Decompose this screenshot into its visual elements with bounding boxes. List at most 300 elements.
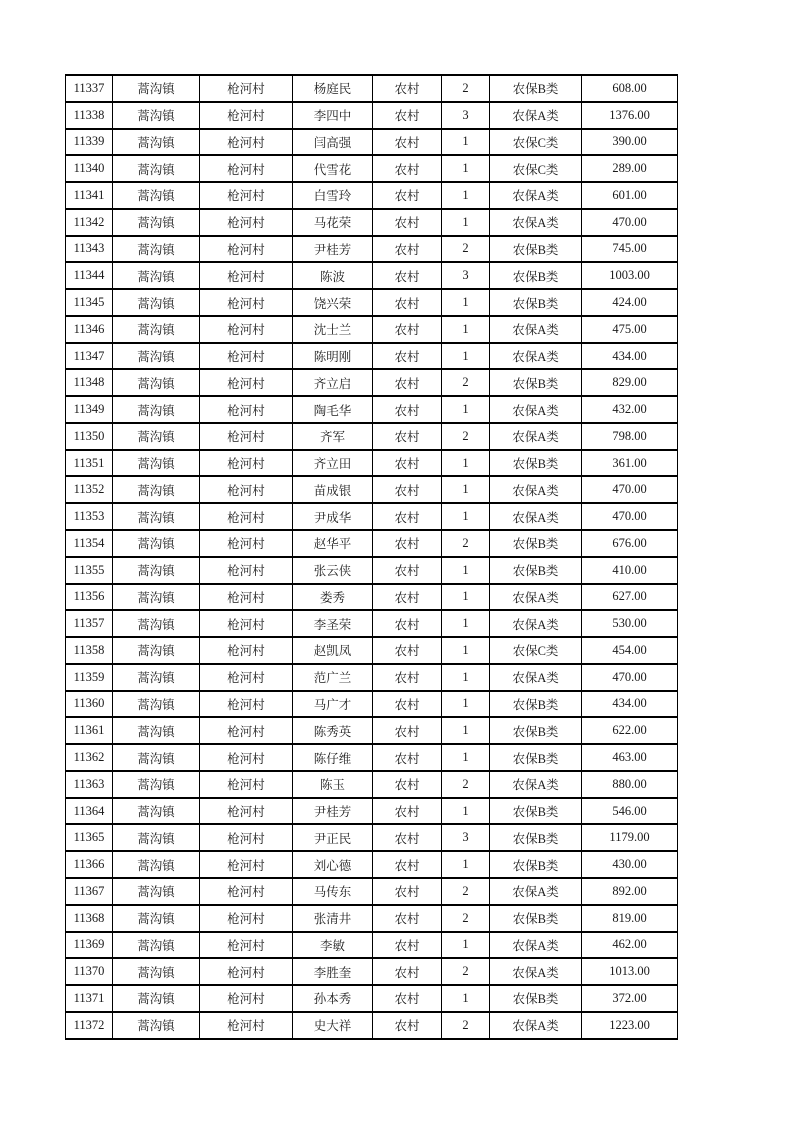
cell-insurance-class: 农保B类 <box>490 824 582 851</box>
cell-amount: 430.00 <box>582 851 678 878</box>
cell-insurance-class: 农保B类 <box>490 985 582 1012</box>
cell-town: 蒿沟镇 <box>113 369 200 396</box>
table-row <box>66 450 678 477</box>
cell-person-count: 1 <box>442 637 490 664</box>
cell-town: 蒿沟镇 <box>113 503 200 530</box>
cell-person-name: 陶毛华 <box>293 396 373 423</box>
cell-town: 蒿沟镇 <box>113 476 200 503</box>
cell-person-name: 马传东 <box>293 878 373 905</box>
cell-category: 农村 <box>373 503 442 530</box>
cell-village: 枪河村 <box>200 396 293 423</box>
cell-insurance-class: 农保B类 <box>490 717 582 744</box>
cell-insurance-class: 农保C类 <box>490 155 582 182</box>
cell-person-count: 1 <box>442 316 490 343</box>
cell-village: 枪河村 <box>200 423 293 450</box>
cell-person-count: 1 <box>442 289 490 316</box>
cell-insurance-class: 农保C类 <box>490 637 582 664</box>
cell-person-count: 1 <box>442 851 490 878</box>
cell-village: 枪河村 <box>200 102 293 129</box>
cell-village: 枪河村 <box>200 262 293 289</box>
cell-person-count: 1 <box>442 343 490 370</box>
cell-person-name: 齐立田 <box>293 450 373 477</box>
table-row <box>66 236 678 263</box>
table-row <box>66 530 678 557</box>
cell-amount: 361.00 <box>582 450 678 477</box>
cell-amount: 410.00 <box>582 557 678 584</box>
cell-category: 农村 <box>373 878 442 905</box>
cell-category: 农村 <box>373 343 442 370</box>
cell-amount: 1003.00 <box>582 262 678 289</box>
cell-town: 蒿沟镇 <box>113 1012 200 1039</box>
cell-person-name: 赵凯凤 <box>293 637 373 664</box>
cell-amount: 1223.00 <box>582 1012 678 1039</box>
cell-amount: 546.00 <box>582 798 678 825</box>
cell-town: 蒿沟镇 <box>113 610 200 637</box>
cell-insurance-class: 农保B类 <box>490 369 582 396</box>
table-row <box>66 316 678 343</box>
cell-person-name: 孙本秀 <box>293 985 373 1012</box>
cell-category: 农村 <box>373 557 442 584</box>
cell-insurance-class: 农保A类 <box>490 878 582 905</box>
cell-person-count: 1 <box>442 129 490 156</box>
cell-serial-number: 11363 <box>66 771 113 798</box>
cell-amount: 462.00 <box>582 932 678 959</box>
cell-person-name: 陈玉 <box>293 771 373 798</box>
cell-amount: 390.00 <box>582 129 678 156</box>
cell-town: 蒿沟镇 <box>113 932 200 959</box>
cell-person-count: 2 <box>442 236 490 263</box>
cell-person-count: 2 <box>442 905 490 932</box>
table-row <box>66 851 678 878</box>
cell-village: 枪河村 <box>200 1012 293 1039</box>
cell-village: 枪河村 <box>200 155 293 182</box>
cell-person-count: 1 <box>442 691 490 718</box>
cell-town: 蒿沟镇 <box>113 396 200 423</box>
cell-amount: 622.00 <box>582 717 678 744</box>
cell-insurance-class: 农保B类 <box>490 691 582 718</box>
cell-person-count: 3 <box>442 824 490 851</box>
cell-serial-number: 11368 <box>66 905 113 932</box>
cell-serial-number: 11366 <box>66 851 113 878</box>
cell-serial-number: 11354 <box>66 530 113 557</box>
table-row <box>66 369 678 396</box>
cell-amount: 798.00 <box>582 423 678 450</box>
table-row <box>66 584 678 611</box>
table-row <box>66 664 678 691</box>
cell-village: 枪河村 <box>200 503 293 530</box>
table-body <box>66 75 678 1039</box>
cell-insurance-class: 农保B类 <box>490 75 582 102</box>
cell-person-count: 2 <box>442 771 490 798</box>
cell-insurance-class: 农保A类 <box>490 476 582 503</box>
cell-person-name: 陈明刚 <box>293 343 373 370</box>
cell-person-count: 1 <box>442 396 490 423</box>
cell-village: 枪河村 <box>200 316 293 343</box>
cell-insurance-class: 农保B类 <box>490 744 582 771</box>
table-row <box>66 985 678 1012</box>
cell-category: 农村 <box>373 129 442 156</box>
cell-village: 枪河村 <box>200 236 293 263</box>
cell-village: 枪河村 <box>200 584 293 611</box>
cell-person-count: 2 <box>442 530 490 557</box>
table-row <box>66 503 678 530</box>
cell-amount: 454.00 <box>582 637 678 664</box>
cell-amount: 627.00 <box>582 584 678 611</box>
cell-category: 农村 <box>373 155 442 182</box>
cell-town: 蒿沟镇 <box>113 691 200 718</box>
table-row <box>66 637 678 664</box>
cell-town: 蒿沟镇 <box>113 878 200 905</box>
cell-village: 枪河村 <box>200 744 293 771</box>
cell-person-count: 3 <box>442 262 490 289</box>
table-row <box>66 610 678 637</box>
cell-town: 蒿沟镇 <box>113 744 200 771</box>
cell-serial-number: 11370 <box>66 958 113 985</box>
cell-amount: 470.00 <box>582 664 678 691</box>
cell-village: 枪河村 <box>200 557 293 584</box>
cell-serial-number: 11358 <box>66 637 113 664</box>
cell-person-name: 史大祥 <box>293 1012 373 1039</box>
cell-insurance-class: 农保A类 <box>490 664 582 691</box>
cell-category: 农村 <box>373 932 442 959</box>
cell-town: 蒿沟镇 <box>113 236 200 263</box>
cell-amount: 608.00 <box>582 75 678 102</box>
cell-person-name: 陈秀英 <box>293 717 373 744</box>
cell-person-count: 1 <box>442 450 490 477</box>
cell-person-name: 饶兴荣 <box>293 289 373 316</box>
cell-category: 农村 <box>373 958 442 985</box>
cell-category: 农村 <box>373 771 442 798</box>
cell-insurance-class: 农保C类 <box>490 129 582 156</box>
cell-person-count: 1 <box>442 932 490 959</box>
cell-serial-number: 11346 <box>66 316 113 343</box>
cell-amount: 530.00 <box>582 610 678 637</box>
table-row <box>66 932 678 959</box>
cell-town: 蒿沟镇 <box>113 985 200 1012</box>
cell-person-name: 苗成银 <box>293 476 373 503</box>
cell-town: 蒿沟镇 <box>113 450 200 477</box>
cell-village: 枪河村 <box>200 664 293 691</box>
cell-serial-number: 11352 <box>66 476 113 503</box>
cell-person-count: 3 <box>442 102 490 129</box>
cell-amount: 470.00 <box>582 209 678 236</box>
cell-village: 枪河村 <box>200 75 293 102</box>
cell-person-name: 刘心德 <box>293 851 373 878</box>
cell-insurance-class: 农保A类 <box>490 610 582 637</box>
cell-serial-number: 11351 <box>66 450 113 477</box>
cell-village: 枪河村 <box>200 450 293 477</box>
cell-insurance-class: 农保A类 <box>490 102 582 129</box>
cell-insurance-class: 农保B类 <box>490 851 582 878</box>
cell-serial-number: 11361 <box>66 717 113 744</box>
cell-village: 枪河村 <box>200 798 293 825</box>
cell-serial-number: 11359 <box>66 664 113 691</box>
cell-serial-number: 11360 <box>66 691 113 718</box>
cell-town: 蒿沟镇 <box>113 557 200 584</box>
cell-amount: 289.00 <box>582 155 678 182</box>
cell-person-name: 李敏 <box>293 932 373 959</box>
cell-person-count: 1 <box>442 476 490 503</box>
cell-amount: 475.00 <box>582 316 678 343</box>
cell-village: 枪河村 <box>200 530 293 557</box>
cell-serial-number: 11372 <box>66 1012 113 1039</box>
table-row <box>66 905 678 932</box>
cell-category: 农村 <box>373 905 442 932</box>
cell-serial-number: 11356 <box>66 584 113 611</box>
cell-insurance-class: 农保A类 <box>490 932 582 959</box>
cell-serial-number: 11349 <box>66 396 113 423</box>
cell-village: 枪河村 <box>200 129 293 156</box>
cell-insurance-class: 农保B类 <box>490 530 582 557</box>
cell-person-count: 1 <box>442 209 490 236</box>
table-row <box>66 396 678 423</box>
cell-insurance-class: 农保A类 <box>490 343 582 370</box>
cell-person-name: 陈仔维 <box>293 744 373 771</box>
table-row <box>66 289 678 316</box>
cell-category: 农村 <box>373 744 442 771</box>
cell-person-name: 齐军 <box>293 423 373 450</box>
cell-village: 枪河村 <box>200 717 293 744</box>
cell-town: 蒿沟镇 <box>113 343 200 370</box>
cell-person-count: 1 <box>442 798 490 825</box>
cell-category: 农村 <box>373 985 442 1012</box>
cell-insurance-class: 农保B类 <box>490 557 582 584</box>
cell-serial-number: 11369 <box>66 932 113 959</box>
cell-insurance-class: 农保A类 <box>490 958 582 985</box>
cell-town: 蒿沟镇 <box>113 316 200 343</box>
cell-village: 枪河村 <box>200 343 293 370</box>
cell-village: 枪河村 <box>200 824 293 851</box>
cell-amount: 601.00 <box>582 182 678 209</box>
cell-amount: 470.00 <box>582 503 678 530</box>
cell-insurance-class: 农保A类 <box>490 1012 582 1039</box>
cell-insurance-class: 农保B类 <box>490 450 582 477</box>
cell-person-name: 陈波 <box>293 262 373 289</box>
cell-person-name: 李圣荣 <box>293 610 373 637</box>
cell-serial-number: 11343 <box>66 236 113 263</box>
cell-town: 蒿沟镇 <box>113 182 200 209</box>
cell-serial-number: 11357 <box>66 610 113 637</box>
cell-serial-number: 11364 <box>66 798 113 825</box>
cell-town: 蒿沟镇 <box>113 664 200 691</box>
cell-category: 农村 <box>373 476 442 503</box>
cell-insurance-class: 农保B类 <box>490 798 582 825</box>
cell-serial-number: 11337 <box>66 75 113 102</box>
cell-village: 枪河村 <box>200 369 293 396</box>
cell-person-name: 沈士兰 <box>293 316 373 343</box>
cell-category: 农村 <box>373 396 442 423</box>
cell-serial-number: 11344 <box>66 262 113 289</box>
cell-person-count: 2 <box>442 75 490 102</box>
cell-serial-number: 11367 <box>66 878 113 905</box>
cell-person-count: 1 <box>442 155 490 182</box>
table-row <box>66 798 678 825</box>
cell-town: 蒿沟镇 <box>113 824 200 851</box>
cell-village: 枪河村 <box>200 878 293 905</box>
cell-town: 蒿沟镇 <box>113 155 200 182</box>
cell-category: 农村 <box>373 851 442 878</box>
cell-person-count: 1 <box>442 985 490 1012</box>
cell-amount: 424.00 <box>582 289 678 316</box>
cell-town: 蒿沟镇 <box>113 75 200 102</box>
cell-person-name: 白雪玲 <box>293 182 373 209</box>
cell-person-name: 李胜奎 <box>293 958 373 985</box>
cell-person-name: 赵华平 <box>293 530 373 557</box>
cell-person-count: 2 <box>442 423 490 450</box>
cell-insurance-class: 农保B类 <box>490 236 582 263</box>
cell-person-name: 马广才 <box>293 691 373 718</box>
table-row <box>66 958 678 985</box>
cell-serial-number: 11362 <box>66 744 113 771</box>
cell-amount: 372.00 <box>582 985 678 1012</box>
cell-town: 蒿沟镇 <box>113 851 200 878</box>
cell-category: 农村 <box>373 450 442 477</box>
cell-town: 蒿沟镇 <box>113 129 200 156</box>
table-row <box>66 691 678 718</box>
cell-serial-number: 11341 <box>66 182 113 209</box>
cell-town: 蒿沟镇 <box>113 209 200 236</box>
cell-person-name: 代雪花 <box>293 155 373 182</box>
cell-insurance-class: 农保A类 <box>490 584 582 611</box>
table-row <box>66 557 678 584</box>
cell-person-count: 1 <box>442 664 490 691</box>
payment-table <box>65 74 678 1040</box>
table-row <box>66 717 678 744</box>
cell-insurance-class: 农保A类 <box>490 396 582 423</box>
cell-amount: 880.00 <box>582 771 678 798</box>
cell-village: 枪河村 <box>200 691 293 718</box>
cell-amount: 1013.00 <box>582 958 678 985</box>
cell-amount: 1179.00 <box>582 824 678 851</box>
cell-amount: 470.00 <box>582 476 678 503</box>
cell-serial-number: 11340 <box>66 155 113 182</box>
table-row <box>66 75 678 102</box>
table-row <box>66 129 678 156</box>
cell-insurance-class: 农保B类 <box>490 905 582 932</box>
cell-category: 农村 <box>373 584 442 611</box>
cell-serial-number: 11347 <box>66 343 113 370</box>
cell-person-count: 2 <box>442 878 490 905</box>
table-row <box>66 102 678 129</box>
cell-town: 蒿沟镇 <box>113 584 200 611</box>
cell-person-count: 1 <box>442 584 490 611</box>
cell-category: 农村 <box>373 798 442 825</box>
cell-amount: 432.00 <box>582 396 678 423</box>
cell-insurance-class: 农保A类 <box>490 423 582 450</box>
cell-town: 蒿沟镇 <box>113 905 200 932</box>
cell-person-count: 1 <box>442 610 490 637</box>
cell-category: 农村 <box>373 691 442 718</box>
cell-category: 农村 <box>373 664 442 691</box>
cell-serial-number: 11339 <box>66 129 113 156</box>
cell-serial-number: 11338 <box>66 102 113 129</box>
cell-town: 蒿沟镇 <box>113 637 200 664</box>
cell-insurance-class: 农保A类 <box>490 209 582 236</box>
cell-person-name: 张清井 <box>293 905 373 932</box>
table-row <box>66 878 678 905</box>
cell-category: 农村 <box>373 102 442 129</box>
table-row <box>66 209 678 236</box>
cell-insurance-class: 农保A类 <box>490 316 582 343</box>
cell-amount: 829.00 <box>582 369 678 396</box>
table-row <box>66 155 678 182</box>
cell-category: 农村 <box>373 262 442 289</box>
cell-person-name: 张云侠 <box>293 557 373 584</box>
cell-serial-number: 11355 <box>66 557 113 584</box>
cell-person-name: 尹正民 <box>293 824 373 851</box>
cell-town: 蒿沟镇 <box>113 262 200 289</box>
cell-category: 农村 <box>373 530 442 557</box>
cell-village: 枪河村 <box>200 209 293 236</box>
table-row <box>66 343 678 370</box>
cell-category: 农村 <box>373 1012 442 1039</box>
cell-category: 农村 <box>373 209 442 236</box>
cell-village: 枪河村 <box>200 851 293 878</box>
cell-town: 蒿沟镇 <box>113 289 200 316</box>
cell-village: 枪河村 <box>200 932 293 959</box>
cell-category: 农村 <box>373 423 442 450</box>
cell-serial-number: 11353 <box>66 503 113 530</box>
cell-village: 枪河村 <box>200 476 293 503</box>
cell-serial-number: 11350 <box>66 423 113 450</box>
cell-amount: 676.00 <box>582 530 678 557</box>
cell-town: 蒿沟镇 <box>113 798 200 825</box>
cell-person-name: 尹桂芳 <box>293 798 373 825</box>
cell-amount: 745.00 <box>582 236 678 263</box>
cell-category: 农村 <box>373 316 442 343</box>
cell-person-name: 尹成华 <box>293 503 373 530</box>
cell-person-count: 2 <box>442 369 490 396</box>
cell-person-count: 1 <box>442 557 490 584</box>
cell-amount: 1376.00 <box>582 102 678 129</box>
cell-village: 枪河村 <box>200 958 293 985</box>
cell-category: 农村 <box>373 289 442 316</box>
cell-person-name: 杨庭民 <box>293 75 373 102</box>
cell-insurance-class: 农保A类 <box>490 771 582 798</box>
cell-amount: 434.00 <box>582 691 678 718</box>
cell-village: 枪河村 <box>200 985 293 1012</box>
cell-town: 蒿沟镇 <box>113 423 200 450</box>
cell-category: 农村 <box>373 369 442 396</box>
cell-category: 农村 <box>373 824 442 851</box>
cell-town: 蒿沟镇 <box>113 717 200 744</box>
cell-category: 农村 <box>373 717 442 744</box>
cell-serial-number: 11345 <box>66 289 113 316</box>
cell-category: 农村 <box>373 236 442 263</box>
cell-person-count: 1 <box>442 503 490 530</box>
cell-person-name: 齐立启 <box>293 369 373 396</box>
cell-serial-number: 11342 <box>66 209 113 236</box>
cell-serial-number: 11365 <box>66 824 113 851</box>
cell-person-count: 2 <box>442 958 490 985</box>
cell-town: 蒿沟镇 <box>113 771 200 798</box>
cell-person-name: 范广兰 <box>293 664 373 691</box>
cell-category: 农村 <box>373 610 442 637</box>
cell-amount: 892.00 <box>582 878 678 905</box>
cell-person-count: 2 <box>442 1012 490 1039</box>
table-row <box>66 423 678 450</box>
cell-insurance-class: 农保A类 <box>490 503 582 530</box>
cell-village: 枪河村 <box>200 289 293 316</box>
cell-person-name: 尹桂芳 <box>293 236 373 263</box>
table-row <box>66 476 678 503</box>
cell-person-name: 马花荣 <box>293 209 373 236</box>
cell-amount: 819.00 <box>582 905 678 932</box>
cell-serial-number: 11348 <box>66 369 113 396</box>
cell-person-name: 娄秀 <box>293 584 373 611</box>
table-row <box>66 824 678 851</box>
table-row <box>66 262 678 289</box>
